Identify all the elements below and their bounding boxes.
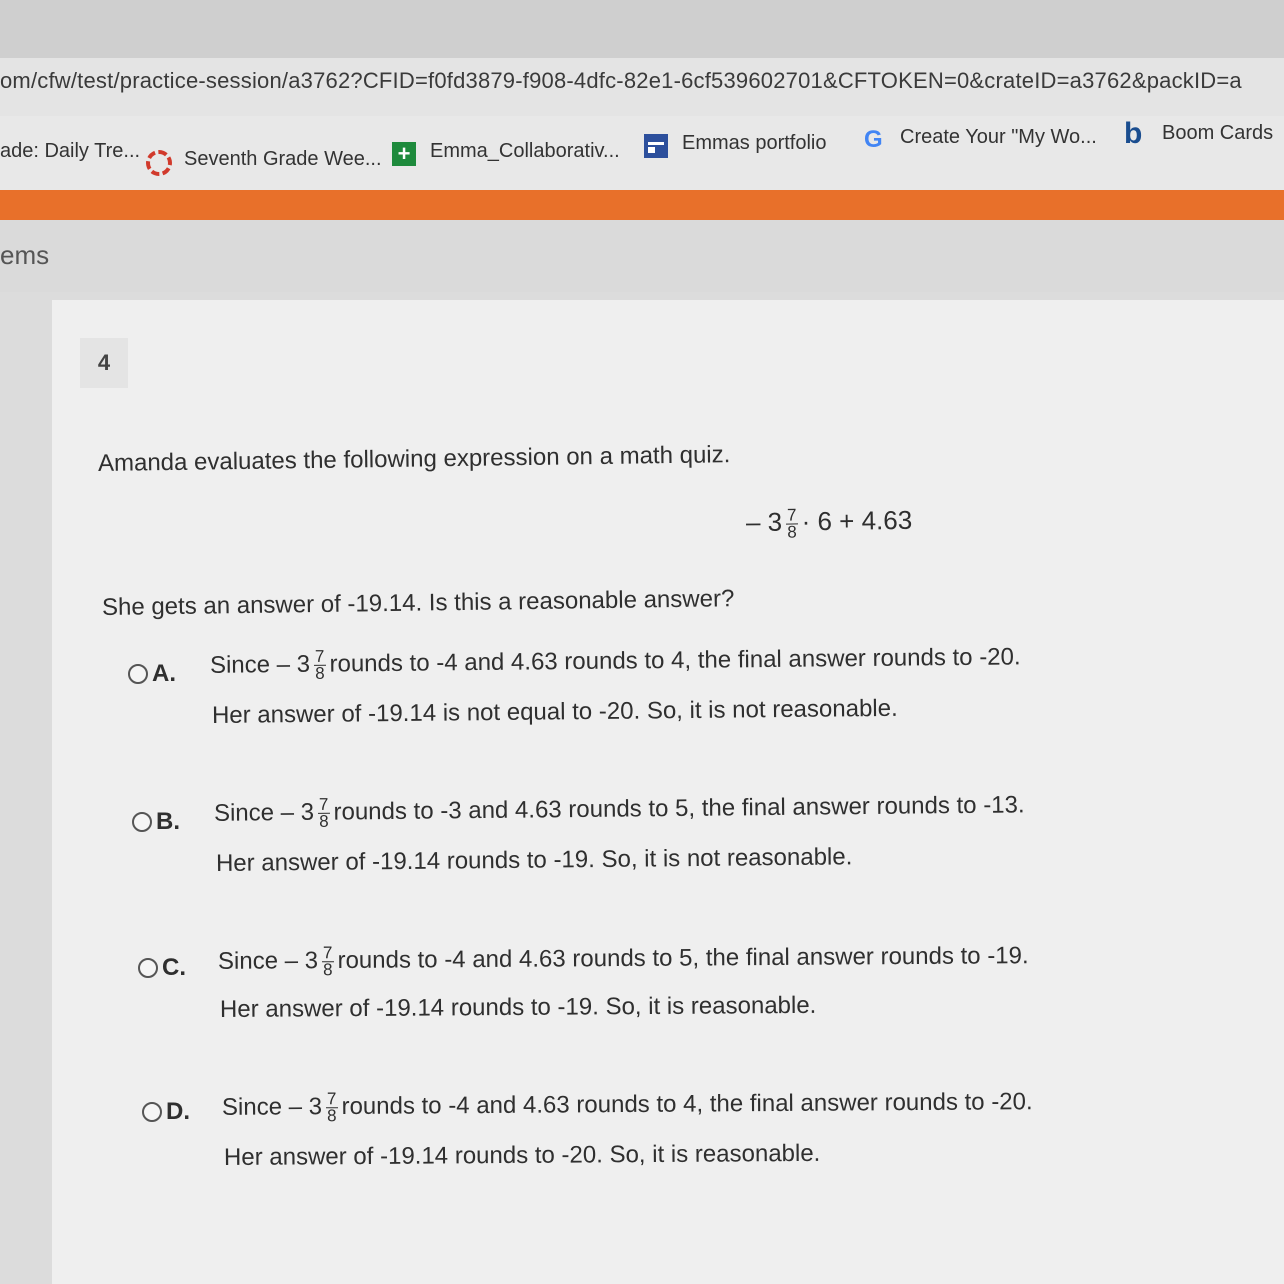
- form-icon: [644, 134, 668, 158]
- question-followup: She gets an answer of -19.14. Is this a reasonable answer?: [101, 585, 735, 621]
- option-a-line1: Since – 3 $\frac{7}{8}$ rounds to -4 and 4.63 rounds to 4, the final answer rounds to -20.: [209, 643, 1021, 683]
- question-number: 4: [80, 338, 128, 388]
- option-b-fraction: $\frac{7}{8}$: [318, 794, 329, 831]
- option-b-line2: Her answer of -19.14 rounds to -19. So, it is not reasonable.: [215, 843, 853, 877]
- expression-rest: · 6 + 4.63: [801, 504, 913, 537]
- option-d-letter: D.: [166, 1098, 190, 1125]
- boom-icon: b: [1124, 117, 1143, 150]
- bookmark-daily-tre[interactable]: ade: Daily Tre...: [0, 140, 141, 162]
- expression-whole: – 3: [745, 506, 783, 538]
- option-c-radio[interactable]: [138, 958, 158, 978]
- expression: [746, 505, 913, 541]
- bookmark-create-your[interactable]: Create Your "My Wo...: [900, 126, 1097, 148]
- option-b-letter: B.: [156, 808, 180, 835]
- option-c-fraction: $\frac{7}{8}$: [322, 943, 333, 980]
- option-d-fraction: $\frac{7}{8}$: [326, 1089, 337, 1126]
- bookmark-emmas-portfolio[interactable]: Emmas portfolio: [682, 132, 827, 154]
- bookmark-emma-collaborative[interactable]: Emma_Collaborativ...: [430, 140, 620, 162]
- option-d-line2: Her answer of -19.14 rounds to -20. So, it is reasonable.: [223, 1139, 821, 1171]
- plus-icon: +: [392, 142, 416, 166]
- option-a-letter: A.: [152, 660, 176, 687]
- option-c-line1: Since – 3 $\frac{7}{8}$ rounds to -4 and 4.63 rounds to 5, the final answer rounds to -19.: [217, 942, 1029, 980]
- option-b-radio[interactable]: [132, 812, 152, 832]
- breadcrumb: ems: [0, 240, 50, 270]
- url-text[interactable]: om/cfw/test/practice-session/a3762?CFID=f0fd3879-f908-4dfc-82e1-6cf539602701&CFTOKEN=0&crateID=a3762&packID=a: [0, 68, 1242, 93]
- app-subheader: [0, 220, 1284, 292]
- question-prompt: Amanda evaluates the following expression on a math quiz.: [97, 441, 731, 477]
- option-c-line2: Her answer of -19.14 rounds to -19. So, it is reasonable.: [219, 991, 817, 1023]
- browser-tab-strip: [0, 0, 1284, 58]
- option-c-letter: C.: [162, 954, 186, 981]
- option-a-radio[interactable]: [128, 664, 148, 684]
- expression-fraction: $\frac{7}{8}$: [786, 505, 797, 542]
- google-icon: G: [864, 126, 883, 153]
- option-a-line2: Her answer of -19.14 is not equal to -20. So, it is not reasonable.: [211, 694, 898, 729]
- option-d-radio[interactable]: [142, 1102, 162, 1122]
- bookmark-seventh-grade[interactable]: Seventh Grade Wee...: [184, 148, 382, 170]
- option-d-line1: Since – 3 $\frac{7}{8}$ rounds to -4 and 4.63 rounds to 4, the final answer rounds to -20.: [221, 1088, 1033, 1126]
- option-a-fraction: $\frac{7}{8}$: [314, 646, 325, 683]
- bookmark-boom-cards[interactable]: Boom Cards: [1162, 122, 1274, 144]
- ring-icon: [146, 150, 172, 176]
- option-b-line1: Since – 3 $\frac{7}{8}$ rounds to -3 and 4.63 rounds to 5, the final answer rounds to -13.: [213, 791, 1025, 831]
- app-accent-bar: [0, 190, 1284, 220]
